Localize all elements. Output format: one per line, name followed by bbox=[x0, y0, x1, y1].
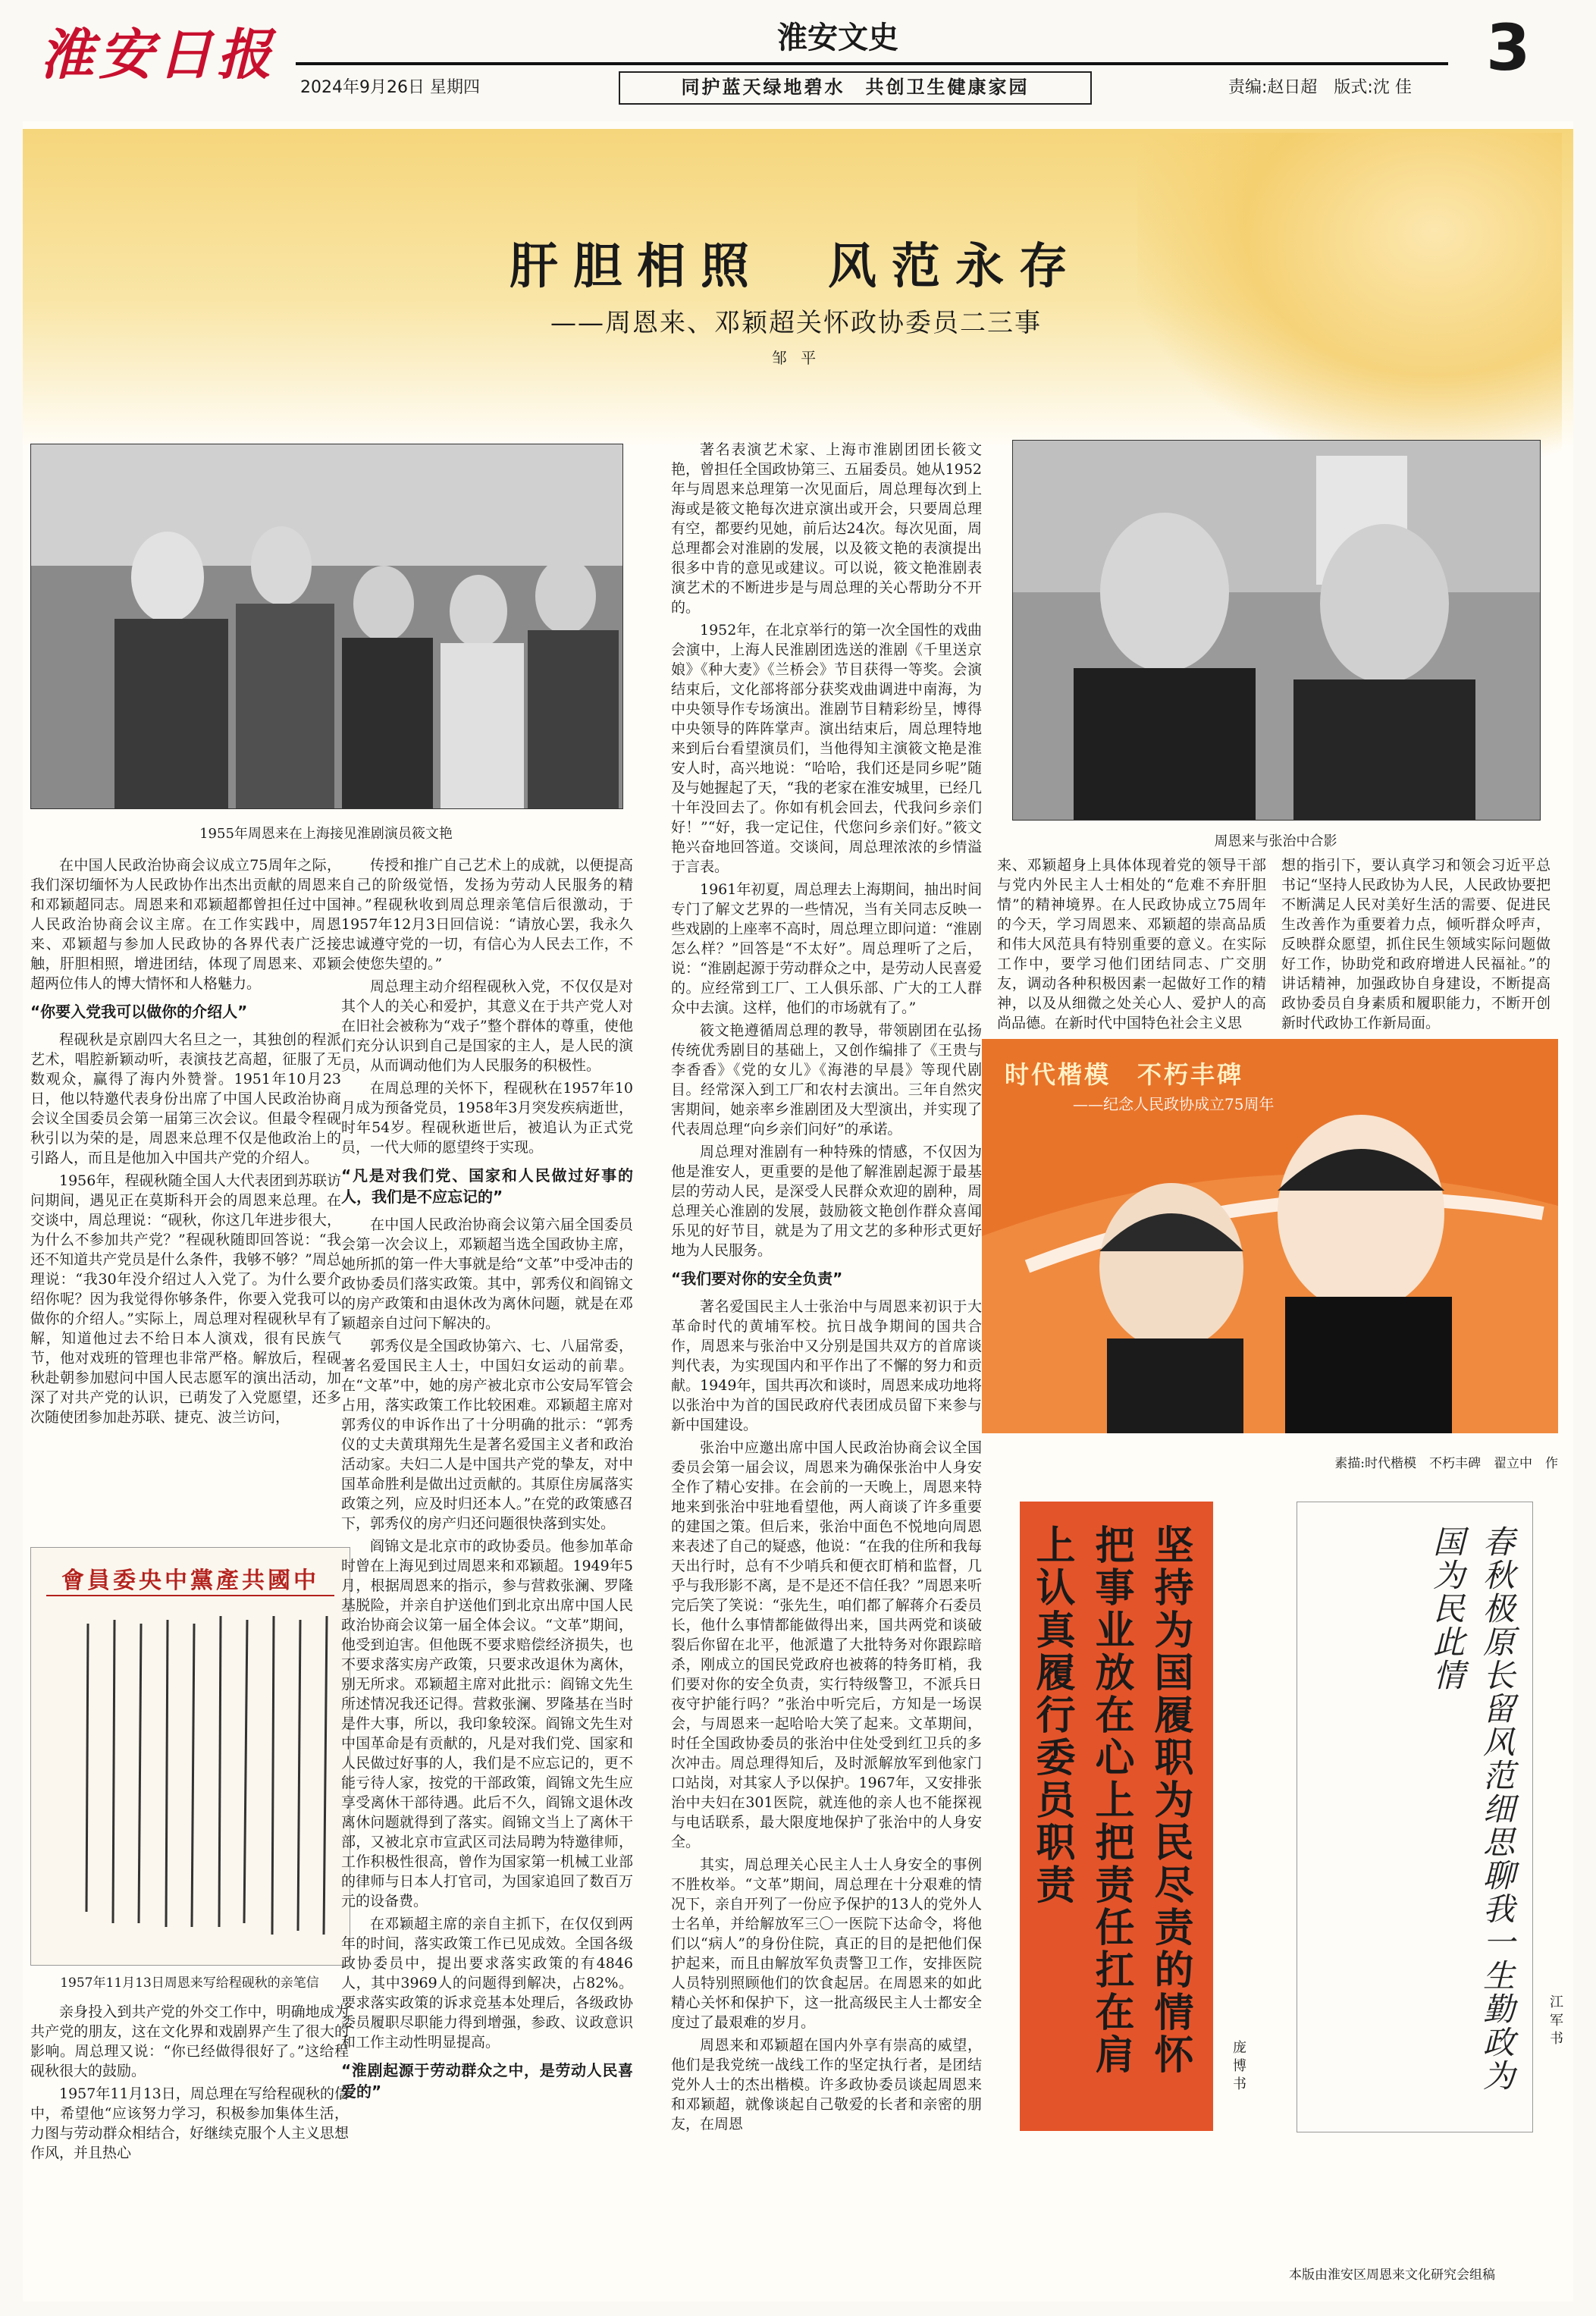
paragraph: 1952年，在北京举行的第一次全国性的戏曲会演中，上海人民淮剧团选送的淮剧《千里送京娘》《种大麦》《兰桥会》节目获得一等奖。会演结束后，文化部将部分获奖戏曲调进中南海，为中央领导作专场演出。淮剧节目精彩纷呈，博得中央领导的阵阵掌声。演出结束后，周总理特地来到后台看望演员们，当他得知主演筱文艳是淮安人时，高兴地说：“哈哈，我们还是同乡呢”随及与她握起了天，“我的老家在淮安城里，已经几十年没回去了。你如有机会回去，代我问乡亲们好！”“好，我一定记住，代您问乡亲们好。”筱文艳兴奋地回答道。交谈间，周总理浓浓的乡情溢于言表。 bbox=[671, 622, 982, 875]
letter-caption: 1957年11月13日周恩来写给程砚秋的亲笔信 bbox=[60, 1976, 319, 1991]
photo2-caption: 周恩来与张治中合影 bbox=[1214, 833, 1337, 849]
section-heading: “凡是对我们党、国家和人民做过好事的人，我们是不应忘记的” bbox=[341, 1166, 633, 1206]
photo2-figures-illustration bbox=[1013, 441, 1540, 820]
article-column-2 bbox=[341, 855, 633, 2304]
paragraph: 郭秀仪是全国政协第六、七、八届常委，著名爱国民主人士，中国妇女运动的前辈。在“文革”中，她的房产被北京市公安局军管会占用，落实政策工作比较困难。邓颖超主席对郭秀仪的申诉作出了十分明确的批示：“郭秀仪的丈夫黄琪翔先生是著名爱国主义者和政治活动家。夫妇二人是中国共产党的挚友，对中国革命胜利是做出过贡献的。其原住房属落实政策之列，应及时归还本人。”在党的政策感召下，郭秀仪的房产归还问题很快落到实处。 bbox=[341, 1338, 633, 1532]
calligraphy-jiang-jun bbox=[1297, 1502, 1533, 2132]
calligraphy-pang-credit: 庞博书 bbox=[1231, 2040, 1246, 2095]
publication-date: 2024年9月26日 星期四 bbox=[300, 78, 480, 97]
calligraphy-pang-text: 坚持为国履职为民尽责的情怀把事业放在心上把责任扛在肩上认真履行委员职责 bbox=[1029, 1524, 1193, 2076]
page-number: 3 bbox=[1486, 11, 1531, 85]
paragraph: 1956年，程砚秋随全国人大代表团到苏联访问期间，遇见正在莫斯科开会的周恩来总理。在交谈中，周总理说：“砚秋，你这几年进步很大，为什么不参加共产党？”程砚秋随即回答说：“我还不知道共产党员是什么条件，我够不够？”周总理说：“我30年没介绍过人入党了。为什么要介绍你呢？因为我觉得你够条件，你要入党我可以做你的介绍人。”实际上，周总理对程砚秋早有了解，知道他过去不给日本人演戏，很有民族气节，他对戏班的管理也非常严格。解放后，程砚秋赴朝参加慰问中国人民志愿军的演出活动，加深了对共产党的认识，已萌发了入党愿望，还多次随使团参加赴苏联、捷克、波兰访问， bbox=[30, 1172, 341, 1426]
calligraphy-jiang-text: 春秋极原长留风范细思聊我一生勤政为国为民此情 bbox=[1428, 1525, 1516, 2092]
article-title: 肝胆相照 风范永存 bbox=[510, 239, 1083, 295]
calligraphy-pang-bo bbox=[1020, 1502, 1213, 2131]
photo1-caption: 1955年周恩来在上海接见淮剧演员筱文艳 bbox=[199, 826, 453, 842]
masthead-logo: 淮安日报 bbox=[39, 22, 277, 86]
poster-title: 时代楷模 不朽丰碑 bbox=[1005, 1060, 1244, 1089]
photo-zhou-with-zhang-zhizhong bbox=[1012, 440, 1541, 821]
article-author: 邹 平 bbox=[771, 349, 821, 367]
letter-letterhead: 會員委央中黨產共國中 bbox=[61, 1568, 319, 1594]
paragraph: 张治中应邀出席中国人民政治协商会议全国委员会第一届会议，周恩来为确保张治中人身安全作了精心安排。在会前的一天晚上，周恩来特地来到张治中驻地看望他，两人商谈了许多重要的建国之策。但后来，张治中面色不悦地向周恩来表述了自己的疑惑，他说：“在我的住所和我每天出行时，总有不少哨兵和便衣盯梢和监督，几乎与我形影不离，是不是还不信任我？”周恩来听完后笑了笑说：“张先生，咱们都了解蒋介石委员长，他什么事情都能做得出来，国共两党和谈破裂后你留在北平，他派遣了大批特务对你跟踪暗杀，刚成立的国民党政府也被蒋的特务盯梢，我们要对你的安全负责，实行特级警卫，不派兵日夜守护能行吗？”张治中听完后，方知是一场误会，与周恩来一起哈哈大笑了起来。文革期间，时任全国政协委员的张治中住处受到红卫兵的多次冲击。周总理得知后，及时派解放军到他家门口站岗，对其家人予以保护。1967年，又安排张治中夫妇在301医院，就连他的亲人也不能探视与电话联系，最大限度地保护了张治中的人身安全。 bbox=[671, 1439, 982, 1850]
paragraph: 著名表演艺术家、上海市淮剧团团长筱文艳，曾担任全国政协第三、五届委员。她从1952年与周恩来总理第一次见面后，周总理每次到上海或是筱文艳每次进京演出或开会，只要周总理有空，都要约见她，前后达24次。每次见面，周总理都会对淮剧的发展，以及筱文艳的表演提出很多中肯的意见或建议。可以说，筱文艳淮剧表演艺术的不断进步是与周总理的关心帮助分不开的。 bbox=[671, 441, 982, 616]
poster-subtitle: ——纪念人民政协成立75周年 bbox=[1073, 1095, 1275, 1113]
paragraph: 周总理对淮剧有一种特殊的情感，不仅因为他是淮安人，更重要的是他了解淮剧起源于最基层的劳动人民，是深受人民群众欢迎的剧种，周总理关心淮剧的发展，鼓励筱文艳创作群众喜闻乐见的好节目，就是为了用文艺的多种形式更好地为人民服务。 bbox=[671, 1144, 982, 1259]
paragraph: 在中国人民政治协商会议第六届全国委员会第一次会议上，邓颖超当选全国政协主席，她所抓的第一件大事就是给“文革”中受冲击的政协委员们落实政策。其中，郭秀仪和阎锦文的房产政策和由退休改为离休问题，就是在邓颖超亲自过问下解决的。 bbox=[341, 1216, 633, 1332]
paragraph: 周总理主动介绍程砚秋入党，不仅仅是对其个人的关心和爱护，其意义在于共产党人对在旧社会被称为“戏子”整个群体的尊重，使他们充分认识到自己是国家的主人，是人民的演员，从而调动他们为人民服务的积极性。 bbox=[341, 978, 633, 1074]
commemorative-poster bbox=[982, 1039, 1558, 1433]
calligraphy-jiang-credit: 江军书 bbox=[1547, 1994, 1563, 2049]
letter-handwriting-illustration bbox=[31, 1548, 350, 1965]
paragraph: 其实，周总理关心民主人士人身安全的事例不胜枚举。“文革”期间，周总理在十分艰难的情况下，亲自开列了一份应予保护的13人的党外人士名单，并给解放军三〇一医院下达命令，将他们以“病人”的身份住院，真正的目的是把他们保护起来，而且由解放军负责警卫工作，安排医院人员特别照顾他们的饮食起居。在周恩来的如此精心关怀和保护下，这一批高级民主人士都安全度过了最艰难的岁月。 bbox=[671, 1856, 982, 2031]
section-heading: “你要入党我可以做你的介绍人” bbox=[30, 1003, 248, 1021]
paragraph: 在周总理的关怀下，程砚秋在1957年10月成为预备党员，1958年3月突发疾病逝世，时年54岁。程砚秋逝世后，被追认为正式党员，一代大师的愿望终于实现。 bbox=[341, 1080, 633, 1156]
editor-credits: 责编:赵日超 版式:沈 佳 bbox=[1228, 78, 1412, 97]
letter-image bbox=[30, 1547, 350, 1966]
section-heading: “淮剧起源于劳动群众之中，是劳动人民喜爱的” bbox=[341, 2061, 633, 2101]
paragraph: 来、邓颖超身上具体体现着党的领导干部与党内外民主人士相处的“危难不弃肝胆情”的精神境界。在人民政协成立75周年的今天，学习周恩来、邓颖超的崇高品质和伟大风范具有特别重要的意义。在实际工作中，要学习他们团结同志、广交朋友，调动各种积极因素一起做好工作的精神，以及从细微之处关心人、爱护人的高尚品德。在新时代中国特色社会主义思 bbox=[997, 857, 1266, 1030]
header-slogan: 同护蓝天绿地碧水 共创卫生健康家园 bbox=[619, 71, 1092, 105]
article-column-3 bbox=[671, 440, 982, 2305]
paragraph: 周恩来和邓颖超在国内外享有崇高的威望，他们是我党统一战线工作的坚定执行者，是团结党外人士的杰出楷模。许多政协委员谈起周恩来和邓颖超，就像谈起自己敬爱的长者和亲密的朋友，在周恩 bbox=[671, 2037, 982, 2132]
poster-caption: 素描:时代楷模 不朽丰碑 翟立中 作 bbox=[1334, 1456, 1558, 1471]
paragraph: 亲身投入到共产党的外交工作中，明确地成为共产党的朋友，这在文化界和戏剧界产生了很大的影响。周总理又说：“你已经做得很好了。”这给程砚秋很大的鼓励。 bbox=[30, 2004, 349, 2079]
article-column-5 bbox=[1281, 855, 1551, 1030]
paragraph: 想的指引下，要认真学习和领会习近平总书记“坚持人民政协为人民，人民政协要把不断满足人民对美好生活的需要、促进民生改善作为重要着力点，倾听群众呼声，反映群众愿望，抓住民生领域实际问题做好工作，协助党和政府增进人民福祉。”的讲话精神，加强政协自身建设，不断提高政协委员自身素质和履职能力，不断开创新时代政协工作新局面。 bbox=[1281, 857, 1551, 1030]
paragraph: 筱文艳遵循周总理的教导，带领剧团在弘扬传统优秀剧目的基础上，又创作编排了《王贵与李香香》《党的女儿》《海港的早晨》等现代剧目。经常深入到工厂和农村去演出。三年自然灾害期间，她亲率乡淮剧团及大型演出，并实现了代表周总理“向乡亲们问好”的承诺。 bbox=[671, 1022, 982, 1138]
article-column-1 bbox=[30, 855, 341, 1530]
paragraph: 传授和推广自己艺术上的成就，以便提高自己的阶级觉悟，发扬为劳动人民服务的精神。”程砚秋收到周总理亲笔信后很激动，于1957年12月3日回信说：“请放心罢，我永久忠诚遵守党的一切，有信心为人民去工作，不会使您失望的。” bbox=[341, 857, 633, 972]
article-column-4 bbox=[997, 855, 1266, 1030]
paragraph: 1961年初夏，周总理去上海期间，抽出时间专门了解文艺界的一些情况，当有关同志反映一些戏剧的上座率不高时，周总理立即问道：“淮剧怎么样？”回答是“不太好”。周总理听了之后，说：“淮剧起源于劳动群众之中，是劳动人民喜爱的。应经常到工厂、工人俱乐部、广大的工人群众中去演。这样，他们的市场就有了。” bbox=[671, 881, 982, 1016]
section-heading: “我们要对你的安全负责” bbox=[671, 1269, 843, 1288]
paragraph: 在中国人民政治协商会议成立75周年之际，我们深切缅怀为人民政协作出杰出贡献的周恩来和邓颖超同志。周恩来和邓颖超都曾担任过中国人民政治协商会议主席。在工作实践中，周恩来、邓颖超与参加人民政协的各界代表广泛接触，肝胆相照，增进团结，体现了周恩来、邓颖超两位伟人的博大情怀和人格魅力。 bbox=[30, 857, 341, 992]
poster-portrait-illustration bbox=[982, 1039, 1558, 1433]
photo-figures-illustration bbox=[31, 444, 622, 808]
paragraph: 程砚秋是京剧四大名旦之一，其独创的程派艺术，唱腔新颖动听，表演技艺高超，征服了无数观众，赢得了海内外赞誉。1951年10月23日，他以特邀代表身份出席了中国人民政治协商会议全国委员会第一届第三次会议。但最令程砚秋引以为荣的是，周恩来总理不仅是他政治上的引路人，而且是他加入中国共产党的介绍人。 bbox=[30, 1031, 341, 1166]
paragraph: 阎锦文是北京市的政协委员。他参加革命时曾在上海见到过周恩来和邓颖超。1949年5月，根据周恩来的指示，参与营救张澜、罗隆基脱险，并亲自护送他们到北京出席中国人民政治协商会议第一届全体会议。“文革”期间，他受到迫害。但他既不要求赔偿经济损失，也不要求落实房产政策，只要求改退休为离休，别无所求。邓颖超主席对此批示：阎锦文先生所述情况我还记得。营救张澜、罗隆基在当时是件大事，所以，我印象较深。阎锦文先生对中国革命是有贡献的，凡是对我们党、国家和人民做过好事的人，我们是不应忘记的，更不能亏待人家，按党的干部政策，阎锦文先生应享受离休干部待遇。此后不久，阎锦文退休改离休问题就得到了落实。阎锦文当上了离休干部，又被北京市宣武区司法局聘为特邀律师，工作积极性很高，曾作为国家第一机械工业部的律师与日本人打官司，为国家追回了数百万元的设备费。 bbox=[341, 1538, 633, 1910]
paragraph: 1957年11月13日，周总理在写给程砚秋的信中，希望他“应该努力学习，积极参加集体生活，力图与劳动群众相结合，好继续克服个人主义思想作风，并且热心 bbox=[30, 2085, 349, 2161]
paragraph: 在邓颖超主席的亲自主抓下，在仅仅到两年的时间，落实政策工作已见成效。全国各级政协委员中，提出要求落实政策的有4846人，其中3969人的问题得到解决，占82%。要求落实政策的诉求竞基本处理后，各级政协委员履职尽职能力得到增强，参政、议政意识和工作主动性明显提高。 bbox=[341, 1916, 633, 2051]
paragraph: 著名爱国民主人士张治中与周恩来初识于大革命时代的黄埔军校。抗日战争期间的国共合作，周恩来与张治中又分别是国共双方的首席谈判代表，为实现国内和平作出了不懈的努力和贡献。1949年，国共再次和谈时，周恩来成功地将以张治中为首的国民政府代表团成员留下来参与新中国建设。 bbox=[671, 1298, 982, 1433]
article-subtitle: ——周恩来、邓颖超关怀政协委员二三事 bbox=[550, 308, 1042, 338]
section-title: 淮安文史 bbox=[777, 20, 898, 55]
photo-zhou-meets-xiao-wenyan bbox=[30, 444, 623, 809]
header-rule bbox=[296, 62, 1448, 65]
article-column-1-bottom bbox=[30, 2002, 349, 2305]
footer-note: 本版由淮安区周恩来文化研究会组稿 bbox=[1289, 2267, 1495, 2283]
